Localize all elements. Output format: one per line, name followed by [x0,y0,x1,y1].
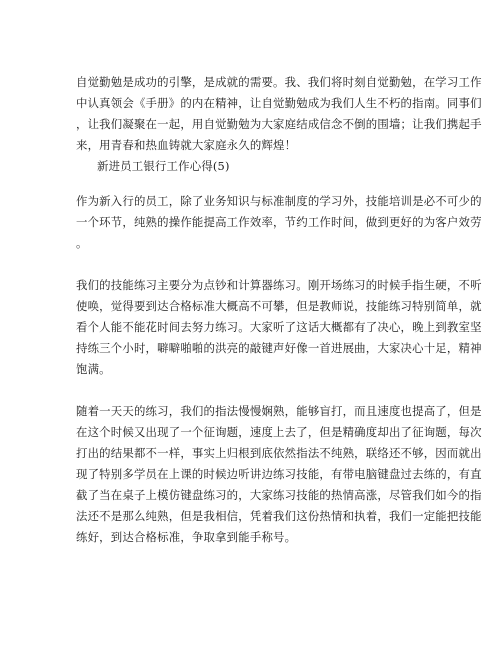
text-line: 作为新入行的员工，除了业务知识与标准制度的学习外，技能培训是必不可少的 [76,194,482,208]
paragraph-2 [76,191,482,254]
paragraph-3 [76,275,482,380]
paragraph-4 [76,401,482,548]
section-title: 新进员工银行工作心得(5) [97,159,230,173]
text-line: 一个环节，纯熟的操作能提高工作效率，节约工作时间，做到更好的为客户效劳 [76,215,482,229]
text-line: 来，用青春和热血铸就大家庭永久的辉煌！ [76,138,297,152]
text-line: 持练三个小时，噼噼啪啪的洪亮的敲键声好像一首进展曲，大家决心十足，精神 [76,341,482,355]
text-line: 自觉勤勉是成功的引擎，是成就的需要。我、我们将时刻自觉勤勉，在学习工作 [76,75,482,89]
text-line: 。 [76,236,88,250]
text-line: 练好，到达合格标准，争取拿到能手称号。 [76,530,297,544]
text-line: 截了当在桌子上模仿键盘练习的，大家练习技能的热情高涨，尽管我们如今的指 [76,488,482,502]
text-line: 法还不是那么纯熟，但是我相信，凭着我们这份热情和执着，我们一定能把技能 [76,509,482,523]
text-line: 打出的结果都不一样，事实上归根到底依然指法不纯熟，联络还不够，因而就出 [76,446,482,460]
text-line: ，让我们凝聚在一起，用自觉勤勉为大家庭结成信念不倒的围墙；让我们携起手 [76,117,482,131]
text-line: 在这个时候又出现了一个征询题，速度上去了，但是精确度却出了征询题，每次 [76,425,482,439]
text-line: 使唤，觉得要到达合格标准大概高不可攀，但是教师说，技能练习特别简单，就 [76,299,482,313]
text-line: 看个人能不能花时间去努力练习。大家听了这话大概都有了决心，晚上到教室坚 [76,320,482,334]
text-line: 中认真领会《手册》的内在精神，让自觉勤勉成为我们人生不朽的指南。同事们 [76,96,482,110]
text-line: 现了特别多学员在上课的时候边听讲边练习技能，有带电脑键盘过去练的，有直 [76,467,482,481]
text-line: 饱满。 [76,362,111,376]
text-line: 随着一天天的练习，我们的指法慢慢娴熟，能够盲打，而且速度也提高了，但是 [76,404,482,418]
text-line: 我们的技能练习主要分为点钞和计算器练习。刚开场练习的时候手指生硬，不听 [76,278,482,292]
document-page [76,72,482,548]
paragraph-1 [76,72,482,156]
